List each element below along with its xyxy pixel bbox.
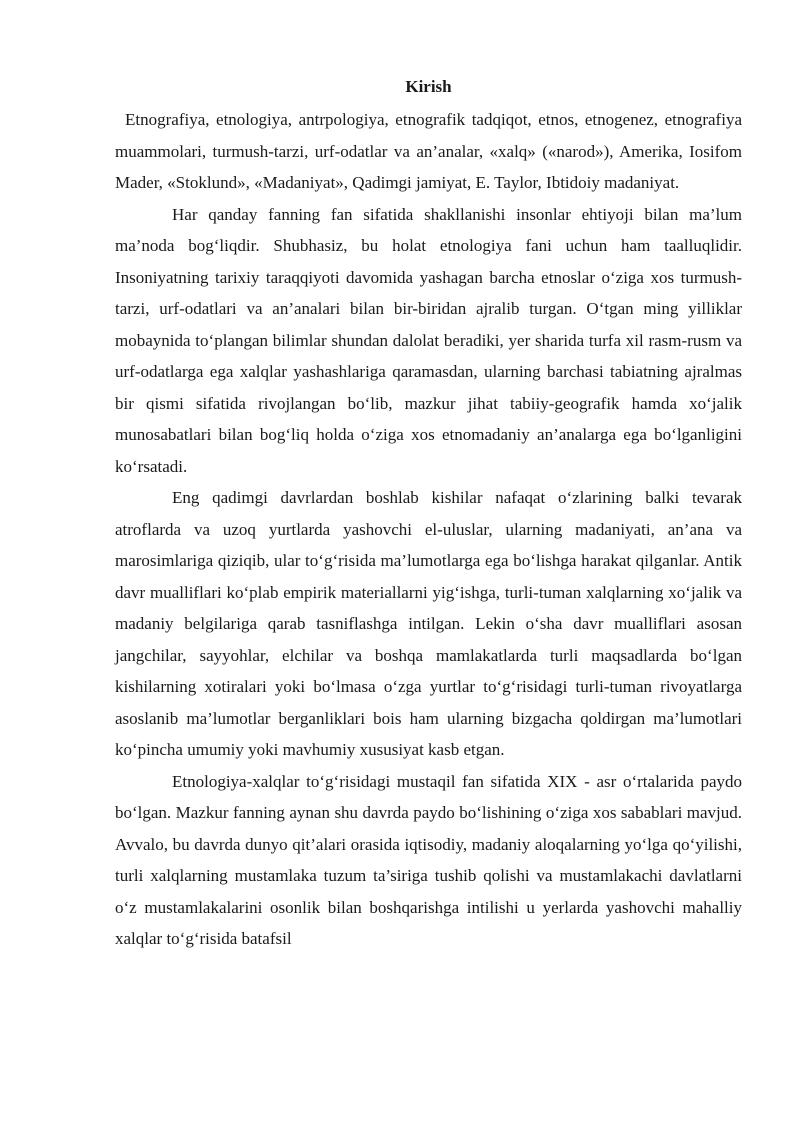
- body-paragraph-3: Etnologiya-xalqlar to‘g‘risidagi mustaqil fan sifatida XIX - asr o‘rtalarida paydo bo‘lgan. Mazkur fanning aynan shu davrda paydo bo‘lishining o‘ziga xos sabablari mavjud. Avvalo, bu davrda dunyo qit’alari orasida iqtisodiy, madaniy aloqalarning yo‘lga qo‘yilishi, turli xalqlarning mustamlaka tuzum ta’siriga tushib qolishi va mustamlakachi davlatlarni o‘z mustamlakalarini osonlik bilan boshqarishga intilishi u yerlarda yashovchi mahalliy xalqlar to‘g‘risida batafsil: [115, 771, 742, 948]
- body-paragraph-2: Eng qadimgi davrlardan boshlab kishilar nafaqat o‘zlarining balki tevarak atroflarda va uzoq yurtlarda yashovchi el-uluslar, ularning madaniyati, an’ana va marosimlariga qiziqib, ular to‘g‘risida ma’lumotlarga ega bo‘lishga harakat qilganlar. Antik davr mualliflari ko‘plab empirik materiallarni yig‘ishga, turli-tuman xalqlarning xo‘jalik va madaniy belgilariga qarab tasniflashga intilgan. Lekin o‘sha davr mualliflari asosan jangchilar, sayyohlar, elchilar va boshqa mamlakatlarda turli maqsadlarda bo‘lgan kishilarning xotiralari yoki bo‘lmasa o‘zga yurtlar to‘g‘risidagi turli-tuman rivoyatlarga asoslanib ma’lumotlar berganliklari bois ham ularning bizgacha qoldirgan ma’lumotlari ko‘pincha umumiy yoki mavhumiy xususiyat kasb etgan.: [115, 488, 742, 759]
- keywords-paragraph: Etnografiya, etnologiya, antrpologiya, etnografik tadqiqot, etnos, etnogenez, etnografiya muammolari, turmush-tarzi, urf-odatlar va an’analar, «xalq» («narod»), Amerika, Iosifom Mader, «Stoklund», «Madaniyat», Qadimgi jamiyat, E. Taylor, Ibtidoiy madaniyat.: [115, 110, 742, 192]
- document-page: [115, 72, 742, 955]
- page-title: Kirish: [405, 77, 452, 96]
- body-paragraph-1: Har qanday fanning fan sifatida shakllanishi insonlar ehtiyoji bilan ma’lum ma’noda bog‘liqdir. Shubhasiz, bu holat etnologiya fani uchun ham taalluqlidir. Insoniyatning tarixiy taraqqiyoti davomida yashagan barcha etnoslar o‘ziga xos turmush-tarzi, urf-odatlari va an’analari bilan bir-biridan ajralib turgan. O‘tgan ming yilliklar mobaynida to‘plangan bilimlar shundan dalolat beradiki, yer sharida turfa xil rasm-rusm va urf-odatlarga ega xalqlar yashashlariga qaramasdan, ularning barchasi tabiatning ajralmas bir qismi sifatida rivojlangan bo‘lib, mazkur jihat tabiiy-geografik hamda xo‘jalik munosabatlari bilan bog‘liq holda o‘ziga xos etnomadaniy an’analarga ega bo‘lganligini ko‘rsatadi.: [115, 204, 742, 476]
